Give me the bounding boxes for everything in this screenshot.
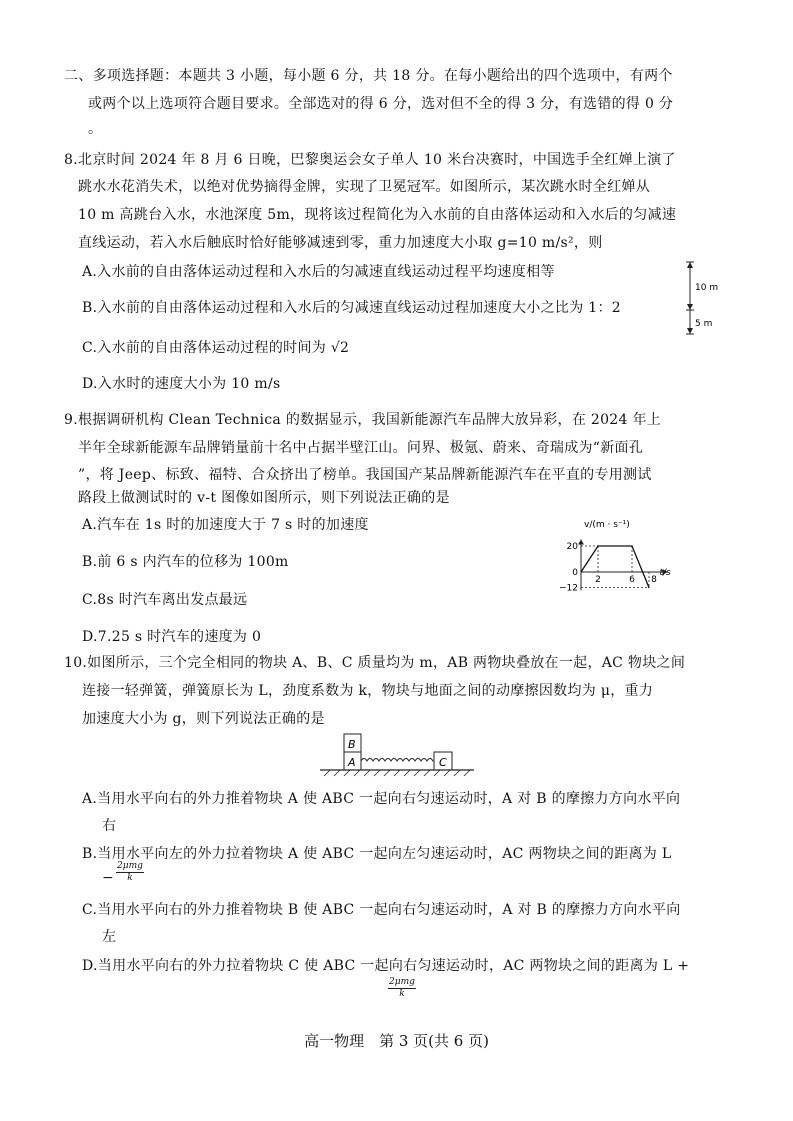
q10-stem-line2: 连接一轻弹簧，弹簧原长为 L，劲度系数为 k，物块与地面之间的动摩擦因数均为 μ，重力: [82, 683, 654, 699]
data-point: [631, 545, 632, 546]
q9-stem-line3: ”，将 Jeep、标致、福特、合众挤出了榜单。我国国产某品牌新能源汽车在平直的专用测试: [78, 467, 652, 483]
velocity-series-line: [581, 546, 649, 588]
q9-stem-line4: 路段上做测试时的 v-t 图像如图所示，则下列说法正确的是: [78, 490, 450, 506]
fraction-denominator: k: [399, 989, 405, 999]
q8-stem-line4: 直线运动，若入水后触底时恰好能够减速到零，重力加速度大小取 g=10 m/s²，则: [78, 235, 603, 251]
q8-option-d: D.入水时的速度大小为 10 m/s: [82, 376, 281, 392]
q8-stem-line1: 8.北京时间 2024 年 8 月 6 日晚，巴黎奥运会女子单人 10 米台决赛时，中国选手全红婵上演了: [64, 152, 676, 168]
q8-option-b: B.入水前的自由落体运动过程和入水后的匀减速直线运动过程加速度大小之比为 1：2: [82, 300, 622, 316]
y-axis-label: v/(m · s⁻¹): [584, 520, 630, 530]
data-point: [648, 587, 649, 588]
xtick-label-8: 8: [651, 575, 657, 585]
vt-chart: [555, 518, 705, 600]
q10-option-b-fraction: [116, 861, 144, 884]
section-heading-line2: 或两个以上选项符合题目要求。全部选对的得 6 分，选对但不全的得 3 分，有选错的得 0 分: [88, 96, 674, 112]
q10-option-b-minus: −: [102, 870, 115, 886]
q9-stem-line1: 9.根据调研机构 Clean Technica 的数据显示，我国新能源汽车品牌大放异彩，在 2024 年上: [64, 412, 662, 428]
q8-stem-line2: 跳水水花消失术，以绝对优势摘得金牌，实现了卫冕冠军。如图所示，某次跳水时全红婵从: [78, 179, 650, 195]
q10-option-a-line2: 右: [102, 818, 117, 834]
y-axis-arrow: [578, 540, 584, 545]
xtick-label-6: 6: [629, 575, 635, 585]
ytick-label-20: 20: [566, 542, 578, 552]
q10-option-c-line2: 左: [102, 929, 117, 945]
q8-option-a: A.入水前的自由落体运动过程和入水后的匀减速直线运动过程平均速度相等: [82, 264, 555, 280]
spring: [361, 759, 434, 762]
x-axis-label: t/s: [659, 568, 671, 578]
blocks-spring-figure: [318, 731, 478, 777]
q8-stem-line3: 10 m 高跳台入水，水池深度 5m，现将该过程简化为入水前的自由落体运动和入水后的匀减速: [78, 207, 677, 223]
block-b-label: B: [348, 738, 356, 751]
q10-option-b-line1: B.当用水平向左的外力拉着物块 A 使 ABC 一起向左匀速运动时，AC 两物块之间的距离为 L: [82, 846, 672, 862]
page-footer: 高一物理 第 3 页(共 6 页): [304, 1032, 489, 1050]
ytick-label-0: 0: [572, 568, 578, 578]
dive-height-figure: [682, 258, 726, 338]
q10-option-d-line1: D.当用水平向右的外力拉着物块 C 使 ABC 一起向右匀速运动时，AC 两物块之间的距离为 L +: [82, 958, 690, 974]
q10-option-c-line1: C.当用水平向右的外力推着物块 B 使 ABC 一起向右匀速运动时，A 对 B 的摩擦力方向水平向: [82, 902, 681, 918]
q9-option-d: D.7.25 s 时汽车的速度为 0: [82, 629, 262, 645]
data-point: [597, 545, 598, 546]
fraction-denominator: k: [127, 873, 133, 883]
q9-option-a: A.汽车在 1s 时的加速度大于 7 s 时的加速度: [82, 517, 369, 533]
height-label-10m: 10 m: [695, 283, 719, 293]
data-point: [580, 571, 581, 572]
q10-stem-line3: 加速度大小为 g，则下列说法正确的是: [82, 711, 325, 727]
q10-option-d-fraction: [388, 977, 416, 1000]
section-heading-line1: 二、多项选择题：本题共 3 小题，每小题 6 分，共 18 分。在每小题给出的四个选项中，有两个: [64, 68, 673, 84]
xtick-label-2: 2: [595, 575, 601, 585]
q9-option-b: B.前 6 s 内汽车的位移为 100m: [82, 554, 289, 570]
q10-option-a-line1: A.当用水平向右的外力推着物块 A 使 ABC 一起向右匀速运动时，A 对 B 的摩擦力方向水平向: [82, 791, 681, 807]
q8-option-c-value: √2: [330, 340, 350, 356]
section-heading-line3: 。: [88, 121, 103, 137]
q9-stem-line2: 半年全球新能源车品牌销量前十名中占据半壁江山。问界、极氪、蔚来、奇瑞成为“新面孔: [78, 440, 644, 456]
height-label-5m: 5 m: [695, 319, 713, 329]
fraction-numerator: 2μmg: [389, 977, 415, 987]
q10-stem-line1: 10.如图所示，三个完全相同的物块 A、B、C 质量均为 m，AB 两物块叠放在一起，AC 物块之间: [64, 655, 686, 671]
block-a-label: A: [348, 756, 356, 769]
block-c-label: C: [439, 756, 447, 769]
q9-option-c: C.8s 时汽车离出发点最远: [82, 592, 248, 608]
ytick-label-neg12: −12: [559, 583, 578, 594]
fraction-numerator: 2μmg: [117, 861, 143, 871]
q8-option-c-text: C.入水前的自由落体运动过程的时间为: [82, 340, 327, 356]
q8-option-c: [82, 338, 349, 358]
